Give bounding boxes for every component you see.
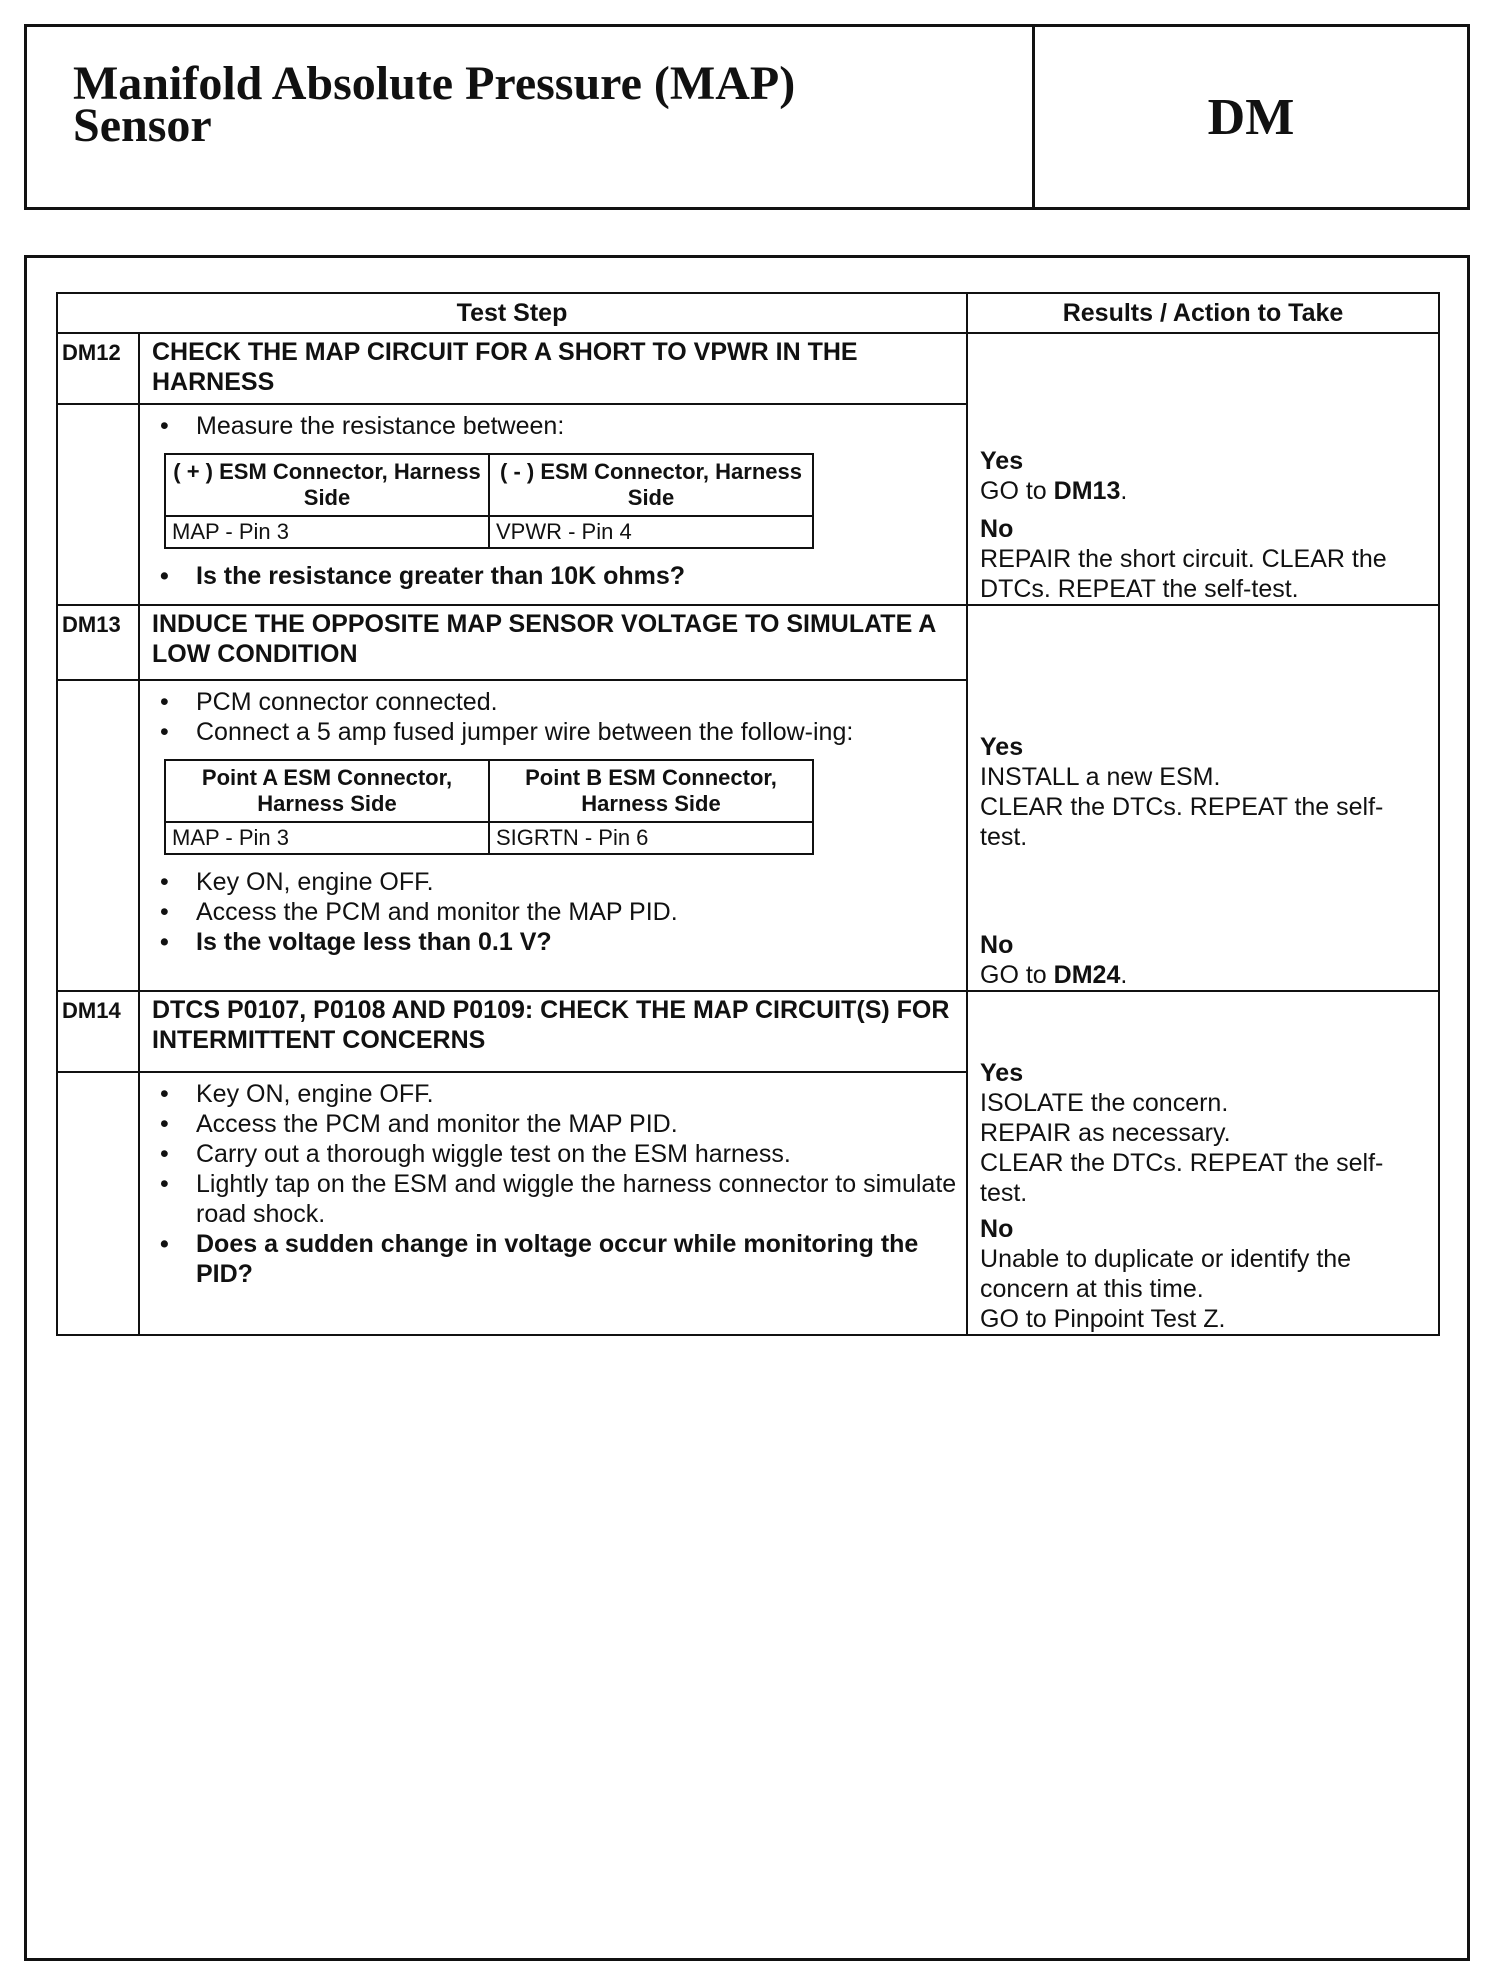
- step-dm12-heading-row: [57, 333, 1439, 404]
- col-results: Results / Action to Take: [967, 293, 1439, 333]
- step-body: [139, 1072, 967, 1335]
- connector-cell: VPWR - Pin 4: [489, 516, 813, 548]
- yes-action: CLEAR the DTCs. REPEAT the self-test.: [980, 793, 1384, 851]
- bullet-item: • Connect a 5 amp fused jumper wire between the follow-ing:: [152, 717, 958, 747]
- yes-label: Yes: [980, 447, 1024, 475]
- bullet-item: • Key ON, engine OFF.: [152, 867, 958, 897]
- connector-header-negative: ( - ) ESM Connector, Harness Side: [489, 454, 813, 516]
- bullet-item: • PCM connector connected.: [152, 687, 958, 717]
- section-code: DM: [1207, 88, 1295, 146]
- no-label: No: [980, 1215, 1014, 1243]
- yes-action: ISOLATE the concern.: [980, 1089, 1229, 1117]
- bullet-item: • Measure the resistance between:: [152, 411, 958, 441]
- step-heading: INDUCE THE OPPOSITE MAP SENSOR VOLTAGE TO SIMULATE A LOW CONDITION: [139, 605, 967, 680]
- question-item: • Is the voltage less than 0.1 V?: [152, 927, 958, 957]
- step-dm13-heading-row: [57, 605, 1439, 680]
- step-heading: DTCS P0107, P0108 AND P0109: CHECK THE MAP CIRCUIT(S) FOR INTERMITTENT CONCERNS: [139, 991, 967, 1072]
- no-action: REPAIR the short circuit. CLEAR the DTCs. REPEAT the self-test.: [980, 545, 1387, 603]
- yes-action: INSTALL a new ESM.: [980, 763, 1221, 791]
- jumper-table: [164, 759, 814, 855]
- connector-table: [164, 453, 814, 549]
- yes-label: Yes: [980, 733, 1024, 761]
- yes-action: GO to DM13.: [980, 477, 1128, 505]
- step-body: [139, 404, 967, 605]
- yes-action: CLEAR the DTCs. REPEAT the self-test.: [980, 1149, 1384, 1207]
- no-label: No: [980, 515, 1014, 543]
- no-label: No: [980, 931, 1014, 959]
- step-id: DM13: [57, 605, 139, 680]
- test-table: [56, 292, 1440, 1336]
- jumper-header-point-a: Point A ESM Connector, Harness Side: [165, 760, 489, 822]
- step-body: [139, 680, 967, 991]
- page-title: [27, 27, 1035, 207]
- no-action: GO to Pinpoint Test Z.: [980, 1305, 1226, 1333]
- no-action: GO to DM24.: [980, 961, 1128, 989]
- step-id: DM12: [57, 333, 139, 404]
- bullet-item: • Access the PCM and monitor the MAP PID.: [152, 897, 958, 927]
- page-title-line-1: Manifold Absolute Pressure (MAP): [73, 57, 796, 110]
- question-item: • Does a sudden change in voltage occur while monitoring the PID?: [152, 1229, 958, 1289]
- page-header: [24, 24, 1470, 210]
- question-item: • Is the resistance greater than 10K ohms?: [152, 561, 958, 591]
- bullet-item: • Access the PCM and monitor the MAP PID.: [152, 1109, 958, 1139]
- step-id: DM14: [57, 991, 139, 1072]
- step-dm14-results: [967, 991, 1439, 1335]
- jumper-cell: SIGRTN - Pin 6: [489, 822, 813, 854]
- yes-action: REPAIR as necessary.: [980, 1119, 1231, 1147]
- connector-header-positive: ( + ) ESM Connector, Harness Side: [165, 454, 489, 516]
- table-header-row: [57, 293, 1439, 333]
- step-heading: CHECK THE MAP CIRCUIT FOR A SHORT TO VPWR IN THE HARNESS: [139, 333, 967, 404]
- col-test-step: Test Step: [57, 293, 967, 333]
- no-action: Unable to duplicate or identify the concern at this time.: [980, 1245, 1352, 1303]
- step-dm13-results: [967, 605, 1439, 991]
- step-dm12-results: [967, 333, 1439, 605]
- yes-label: Yes: [980, 1059, 1024, 1087]
- bullet-item: • Lightly tap on the ESM and wiggle the harness connector to simulate road shock.: [152, 1169, 958, 1229]
- page-title-line-2: Sensor: [73, 99, 212, 152]
- bullet-item: • Key ON, engine OFF.: [152, 1079, 958, 1109]
- jumper-cell: MAP - Pin 3: [165, 822, 489, 854]
- connector-cell: MAP - Pin 3: [165, 516, 489, 548]
- step-dm14-heading-row: [57, 991, 1439, 1072]
- jumper-header-point-b: Point B ESM Connector, Harness Side: [489, 760, 813, 822]
- bullet-item: • Carry out a thorough wiggle test on the ESM harness.: [152, 1139, 958, 1169]
